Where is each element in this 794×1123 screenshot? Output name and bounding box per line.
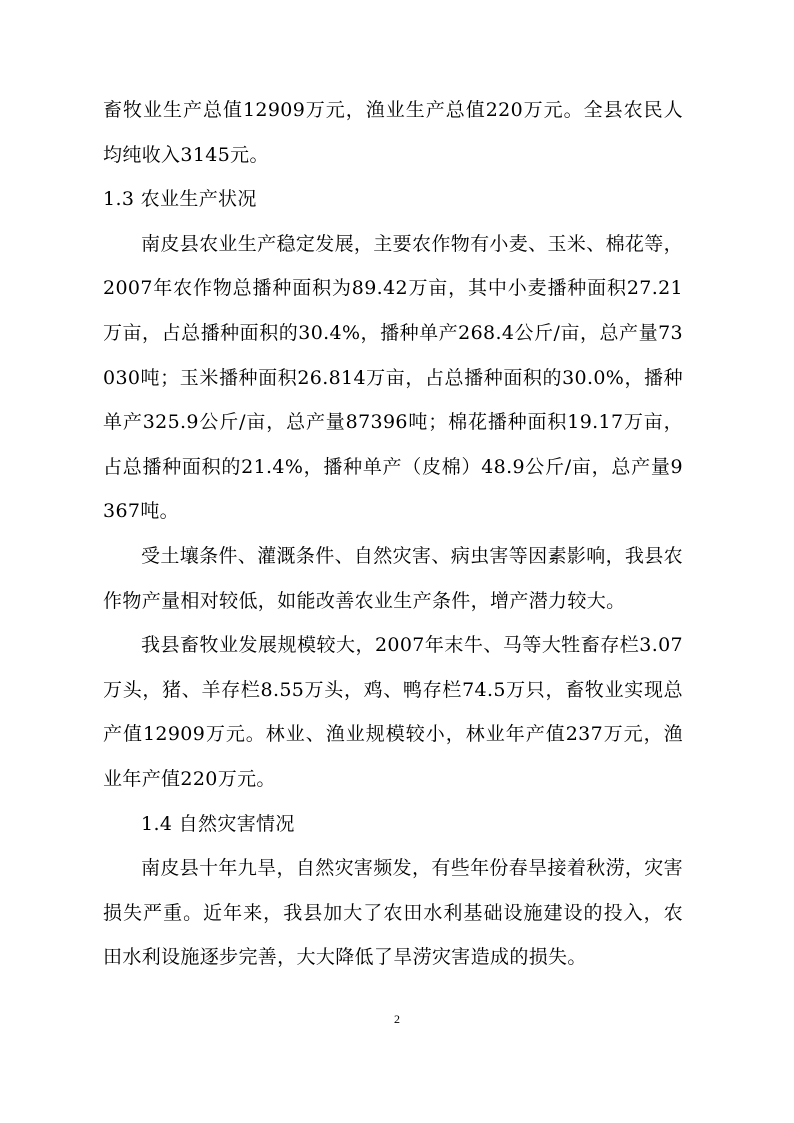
paragraph-livestock-income: 畜牧业生产总值12909万元，渔业生产总值220万元。全县农民人均纯收入3145元。 <box>103 99 683 166</box>
section-heading-natural-disasters: 1.4 自然灾害情况 <box>141 812 295 835</box>
page-number: 2 <box>394 1012 400 1026</box>
paragraph-yield-factors: 受土壤条件、灌溉条件、自然灾害、病虫害等因素影响，我县农作物产量相对较低，如能改善农业生产条件，增产潜力较大。 <box>103 544 683 612</box>
section-heading-agricultural-production: 1.3 农业生产状况 <box>103 188 257 211</box>
paragraph-disaster-situation: 南皮县十年九旱，自然灾害频发，有些年份春旱接着秋涝，灾害损失严重。近年来，我县加大了农田水利基础设施建设的投入，农田水利设施逐步完善，大大降低了旱涝灾害造成的损失。 <box>103 857 683 969</box>
document-body <box>103 88 683 980</box>
paragraph-crop-production: 南皮县农业生产稳定发展，主要农作物有小麦、玉米、棉花等，2007年农作物总播种面积为89.42万亩，其中小麦播种面积27.21万亩，占总播种面积的30.4%，播种单产268.4公斤/亩，总产量73030吨；玉米播种面积26.814万亩，占总播种面积的30.0%，播种单产325.9公斤/亩，总产量87396吨；棉花播种面积19.17万亩，占总播种面积的21.4%，播种单产（皮棉）48.9公斤/亩，总产量9367吨。 <box>103 232 683 523</box>
paragraph-livestock-forestry-fishery: 我县畜牧业发展规模较大，2007年末牛、马等大牲畜存栏3.07万头，猪、羊存栏8.55万头，鸡、鸭存栏74.5万只，畜牧业实现总产值12909万元。林业、渔业规模较小，林业年产值237万元，渔业年产值220万元。 <box>103 634 683 790</box>
